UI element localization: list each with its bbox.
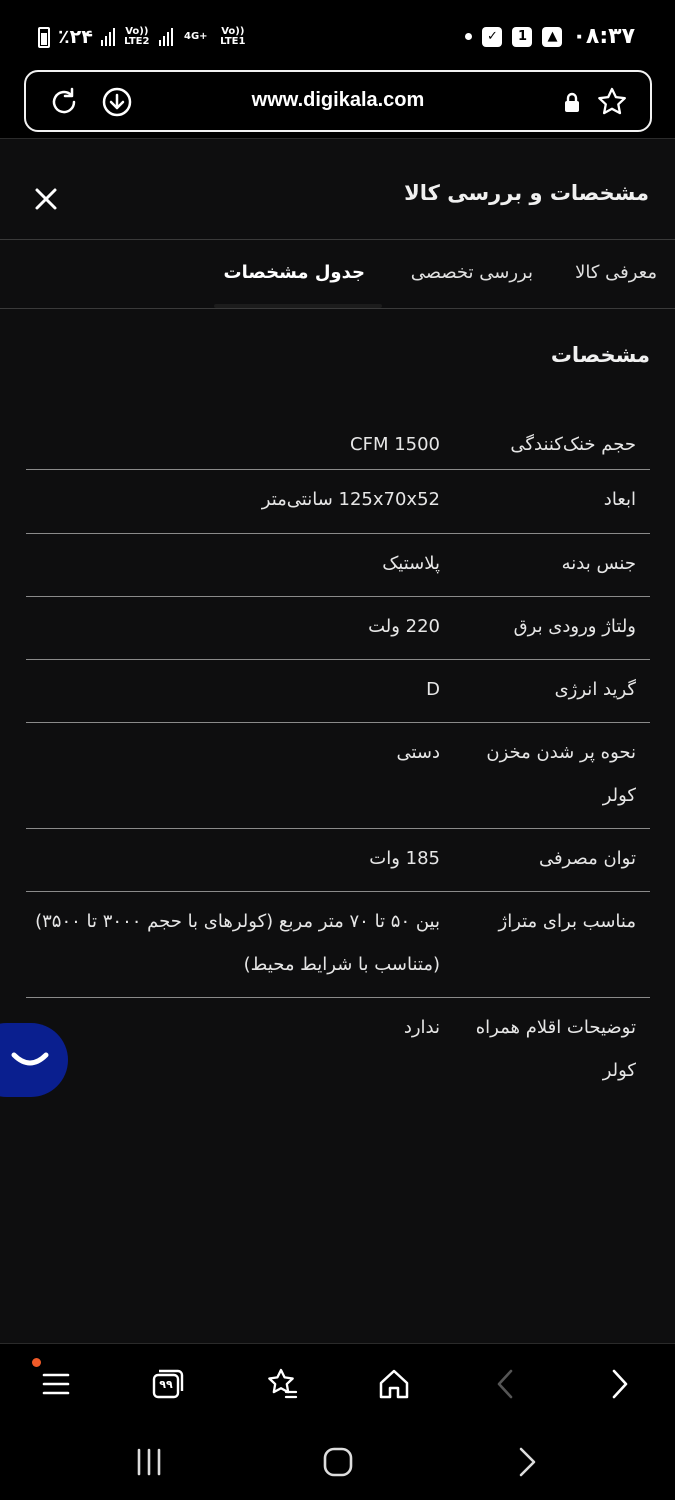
table-row: [26, 597, 650, 660]
tab-bar: [0, 240, 675, 309]
sim2-label: [181, 32, 211, 42]
tab-specifications[interactable]: جدول مشخصات: [223, 262, 365, 283]
lock-icon: [560, 90, 584, 114]
table-row: [26, 998, 650, 1104]
tabs-button[interactable]: [150, 1366, 186, 1402]
active-tab-indicator: [214, 304, 382, 308]
notification-badge: 1: [512, 27, 532, 47]
spec-value: 125x70x52 سانتی‌متر: [261, 489, 440, 510]
spec-value: دستی: [396, 742, 440, 763]
panel-header: [0, 139, 675, 240]
system-navbar: [0, 1423, 675, 1500]
spec-value: ندارد: [403, 1017, 440, 1038]
forward-icon[interactable]: [602, 1366, 638, 1402]
bookmark-star-icon[interactable]: [596, 86, 628, 118]
bookmarks-icon[interactable]: [264, 1366, 300, 1402]
status-bar: [0, 0, 675, 62]
smile-icon: [10, 1045, 50, 1075]
signal-icon: [101, 28, 115, 46]
back-nav-icon[interactable]: [510, 1445, 544, 1479]
notification-dot-icon: [465, 33, 472, 40]
table-row: [26, 470, 650, 534]
sim2-network: 4G+: [184, 31, 208, 42]
table-row: [26, 534, 650, 597]
table-row: [26, 829, 650, 892]
panel-title: مشخصات و بررسی کالا: [404, 181, 649, 205]
status-left: [38, 26, 247, 48]
browser-toolbar: [0, 1343, 675, 1423]
spec-key: توضیحات اقلام همراه کولر: [475, 1017, 636, 1081]
tab-introduction[interactable]: معرفی کالا: [575, 262, 657, 283]
close-icon[interactable]: [30, 183, 62, 215]
checkbox-notification-icon: ✓: [482, 27, 502, 47]
home-icon[interactable]: [376, 1366, 412, 1402]
section-title: مشخصات: [550, 343, 650, 367]
spec-key: حجم خنک‌کنندگی: [510, 434, 636, 455]
spec-table: [26, 401, 650, 1104]
spec-key: گرید انرژی: [554, 679, 636, 700]
menu-icon[interactable]: [38, 1366, 74, 1402]
battery-level: ٪۲۴: [58, 26, 93, 48]
spec-key: ابعاد: [603, 489, 636, 510]
spec-value: D: [426, 679, 440, 700]
tabs-count: ۹۹: [159, 1378, 173, 1391]
table-row: [26, 723, 650, 829]
back-icon[interactable]: [488, 1366, 524, 1402]
spec-key: جنس بدنه: [561, 553, 636, 574]
gallery-icon: ▲: [542, 27, 562, 47]
status-right: [465, 24, 635, 49]
spec-key: توان مصرفی: [538, 848, 636, 869]
spec-value: 185 وات: [369, 848, 440, 869]
spec-key: مناسب برای متراژ: [498, 911, 636, 932]
table-row: [26, 892, 650, 998]
address-bar[interactable]: [24, 70, 652, 132]
specs-panel: [0, 139, 675, 1343]
spec-value: 220 ولت: [368, 616, 440, 637]
battery-icon: [38, 27, 50, 48]
home-nav-icon[interactable]: [321, 1445, 355, 1479]
spec-key: ولتاژ ورودی برق: [513, 616, 636, 637]
table-row: [26, 660, 650, 723]
signal-icon-2: [159, 28, 173, 46]
url-text[interactable]: www.digikala.com: [251, 89, 425, 111]
recent-apps-icon[interactable]: [132, 1445, 166, 1479]
spec-value: CFM 1500: [350, 434, 440, 455]
table-row: [26, 401, 650, 470]
sim2-volte: Vo)) LTE1: [220, 26, 246, 47]
spec-key: نحوه پر شدن مخزن کولر: [486, 742, 636, 806]
spec-value: بین ۵۰ تا ۷۰ متر مربع (کولرهای با حجم ۳۰۰۰ تا ۳۵۰۰) (متناسب با شرایط محیط): [35, 911, 440, 975]
tab-expert-review[interactable]: بررسی تخصصی: [410, 262, 533, 283]
sim1-label: Vo)) LTE2: [124, 26, 150, 47]
spec-value: پلاستیک: [382, 553, 440, 574]
clock: ۰۸:۳۷: [572, 24, 635, 49]
